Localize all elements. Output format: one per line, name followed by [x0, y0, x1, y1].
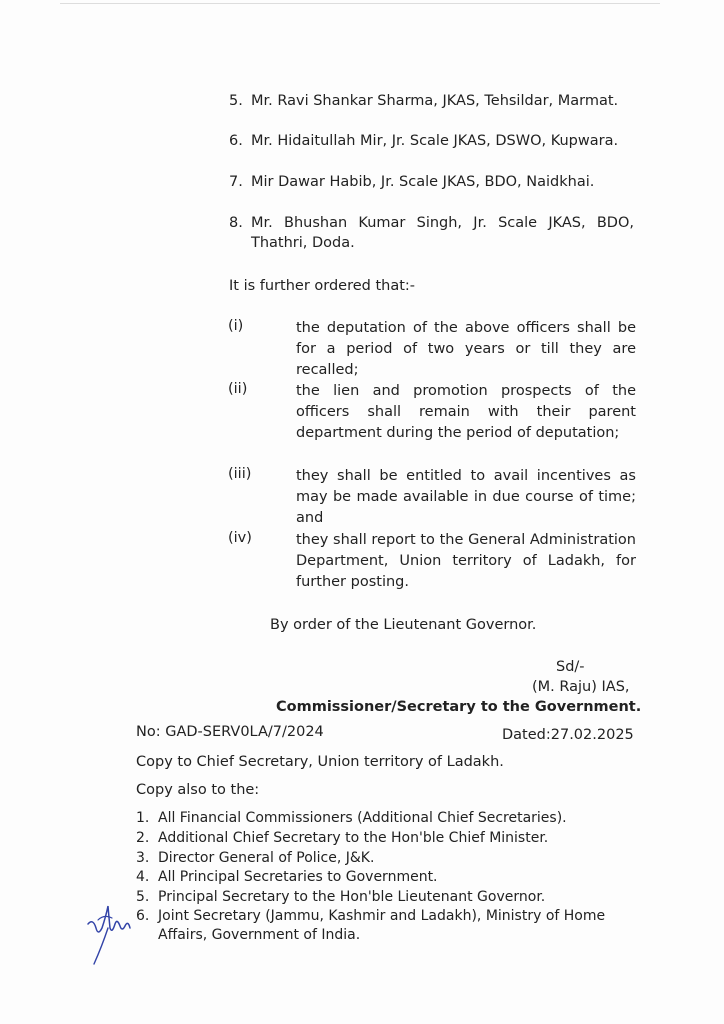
further-ordered-heading: It is further ordered that:- — [229, 278, 416, 294]
recipient-item — [136, 907, 605, 926]
officer-item — [229, 91, 618, 112]
officer-text: Mr. Ravi Shankar Sharma, JKAS, Tehsildar, Marmat. — [251, 93, 619, 109]
condition-number: (ii) — [228, 381, 248, 397]
officer-item — [229, 213, 634, 234]
by-order-line: By order of the Lieutenant Governor. — [270, 617, 537, 633]
officer-text: Mr. Hidaitullah Mir, Jr. Scale JKAS, DSWO, Kupwara. — [251, 133, 619, 149]
signatory-name: (M. Raju) IAS, — [532, 679, 630, 695]
copy-to-line: Copy to Chief Secretary, Union territory of Ladakh. — [136, 754, 504, 770]
officer-number: 6. — [229, 133, 243, 149]
condition-text: the lien and promotion prospects of the officers shall remain with their parent department during the period of deputation; — [296, 383, 636, 441]
reference-date: Dated:27.02.2025 — [502, 727, 634, 743]
recipient-number: 1. — [136, 810, 150, 826]
recipient-item — [136, 868, 438, 887]
recipient-text: All Financial Commissioners (Additional Chief Secretaries). — [158, 810, 567, 826]
recipient-number: 2. — [136, 830, 150, 846]
signatory-designation: Commissioner/Secretary to the Government. — [276, 699, 642, 715]
recipient-text-continued: Affairs, Government of India. — [158, 927, 361, 943]
recipient-item — [136, 849, 374, 868]
officer-item — [229, 131, 618, 152]
officer-item — [229, 172, 594, 193]
condition-text: they shall report to the General Administration Department, Union territory of Ladakh, for further posting. — [296, 532, 636, 590]
recipient-text: Principal Secretary to the Hon'ble Lieutenant Governor. — [158, 889, 546, 905]
recipient-text: Additional Chief Secretary to the Hon'ble Chief Minister. — [158, 830, 549, 846]
officer-text-continued: Thathri, Doda. — [251, 235, 355, 251]
recipient-number: 3. — [136, 850, 150, 866]
recipient-item — [136, 829, 548, 848]
officer-text: Mir Dawar Habib, Jr. Scale JKAS, BDO, Naidkhai. — [251, 174, 595, 190]
officer-number: 5. — [229, 93, 243, 109]
condition-number: (i) — [228, 318, 244, 334]
recipient-text: Director General of Police, J&K. — [158, 850, 375, 866]
sd-mark: Sd/- — [556, 659, 585, 675]
officer-number: 7. — [229, 174, 243, 190]
recipient-item — [136, 888, 545, 907]
copy-also-line: Copy also to the: — [136, 782, 260, 798]
recipient-item — [136, 809, 567, 828]
condition-number: (iii) — [228, 466, 252, 482]
reference-number: No: GAD-SERV0LA/7/2024 — [136, 724, 324, 740]
page-edge-line — [60, 3, 660, 4]
recipient-number: 4. — [136, 869, 150, 885]
condition-text: the deputation of the above officers shall be for a period of two years or till they are recalled; — [296, 320, 636, 378]
recipient-number: 6. — [136, 908, 150, 924]
recipient-text: All Principal Secretaries to Government. — [158, 869, 438, 885]
handwritten-initials — [84, 898, 136, 970]
officer-text: Mr. Bhushan Kumar Singh, Jr. Scale JKAS, BDO, — [251, 215, 634, 231]
recipient-number: 5. — [136, 889, 150, 905]
officer-number: 8. — [229, 215, 243, 231]
condition-number: (iv) — [228, 530, 252, 546]
condition-text: they shall be entitled to avail incentives as may be made available in due course of time; and — [296, 468, 636, 526]
recipient-text: Joint Secretary (Jammu, Kashmir and Ladakh), Ministry of Home — [158, 908, 606, 924]
